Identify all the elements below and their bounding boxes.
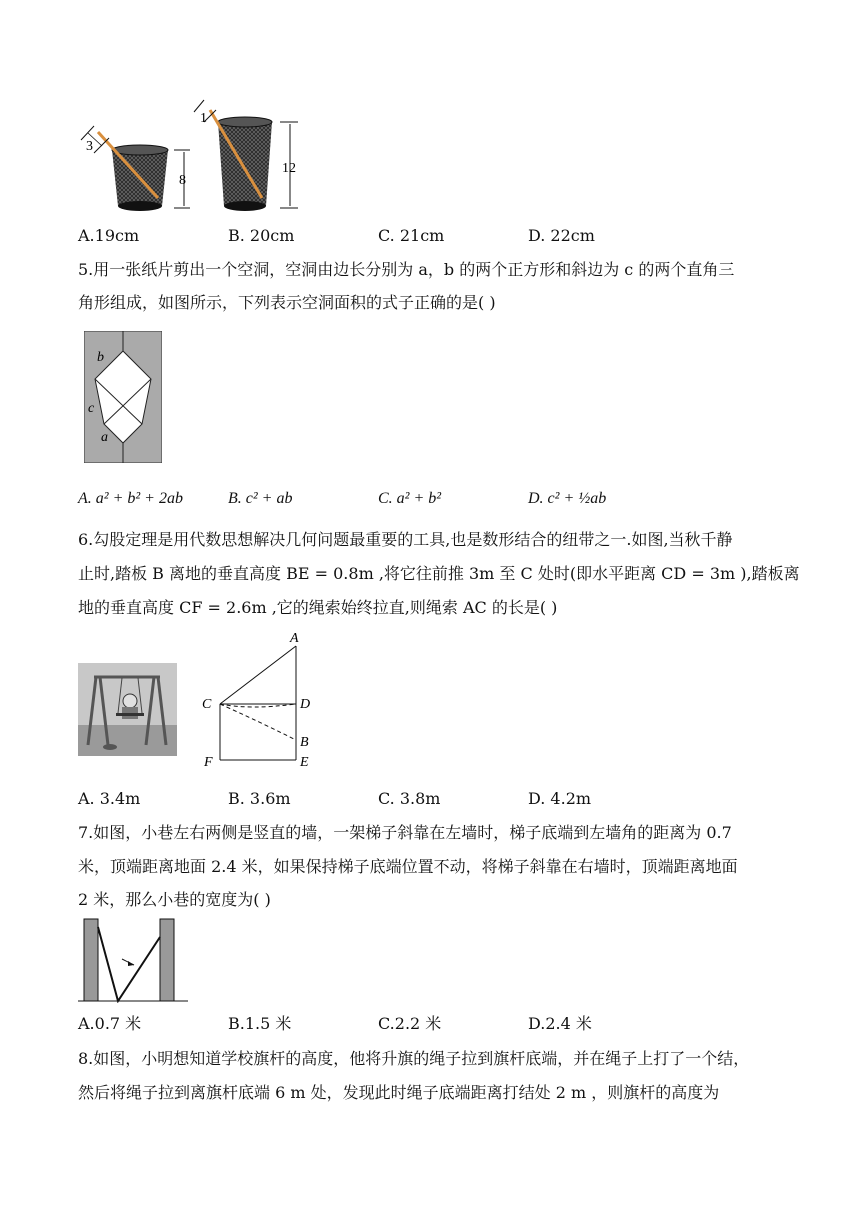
- q7-option-d[interactable]: D.2.4 米: [528, 1014, 592, 1033]
- q7-option-a[interactable]: A.0.7 米: [78, 1014, 142, 1033]
- q4-option-d[interactable]: D. 22cm: [528, 226, 595, 245]
- swing-photo: [78, 663, 177, 756]
- q6-text-line3: 地的垂直高度 CF = 2.6m ,它的绳索始终拉直,则绳索 AC 的长是( ): [78, 598, 558, 617]
- q4-left-height: 8: [179, 173, 186, 188]
- q5-option-a[interactable]: A. a² + b² + 2ab: [78, 490, 183, 507]
- q4-right-height: 12: [282, 161, 296, 176]
- q4-option-c[interactable]: C. 21cm: [378, 226, 445, 245]
- q5-option-b[interactable]: B. c² + ab: [228, 490, 293, 507]
- q5-label-b: b: [97, 350, 104, 365]
- q7-text-line2: 米，顶端距离地面 2.4 米，如果保持梯子底端位置不动，将梯子斜靠在右墙时，顶端距离地面: [78, 857, 738, 876]
- q6-option-b[interactable]: B. 3.6m: [228, 789, 291, 808]
- q5-option-c[interactable]: C. a² + b²: [378, 490, 442, 507]
- q5-label-c: c: [88, 401, 95, 416]
- q6-label-b: B: [300, 735, 309, 750]
- q7-alley-figure: [78, 917, 190, 1003]
- q8-text-line1: 8.如图，小明想知道学校旗杆的高度，他将升旗的绳子拉到旗杆底端，并在绳子上打了一个结，: [78, 1049, 750, 1068]
- q7-text-line3: 2 米，那么小巷的宽度为( ): [78, 890, 271, 909]
- q7-option-c[interactable]: C.2.2 米: [378, 1014, 442, 1033]
- q4-left-label: 3: [86, 139, 93, 154]
- q5-figure-labels: [84, 331, 162, 463]
- q6-label-e: E: [300, 755, 309, 770]
- pen-holder-small: [81, 126, 190, 211]
- q5-option-d[interactable]: D. c² + ½ab: [528, 490, 607, 507]
- q6-text-line1: 6.勾股定理是用代数思想解决几何问题最重要的工具,也是数形结合的纽带之一.如图,当秋千静: [78, 530, 733, 549]
- q7-option-b[interactable]: B.1.5 米: [228, 1014, 292, 1033]
- q6-option-d[interactable]: D. 4.2m: [528, 789, 592, 808]
- q5-label-a: a: [101, 430, 108, 445]
- q6-diagram: [200, 628, 320, 770]
- q4-option-a[interactable]: A.19cm: [78, 226, 140, 245]
- q4-option-b[interactable]: B. 20cm: [228, 226, 295, 245]
- q6-label-f: F: [204, 755, 213, 770]
- q6-label-d: D: [300, 697, 311, 712]
- q4-figure: [76, 98, 308, 222]
- q6-option-a[interactable]: A. 3.4m: [78, 789, 141, 808]
- q6-option-c[interactable]: C. 3.8m: [378, 789, 441, 808]
- pen-holder-large: [194, 100, 298, 211]
- q5-text-line2: 角形组成，如图所示，下列表示空洞面积的式子正确的是( ): [78, 293, 496, 312]
- q6-label-a: A: [290, 631, 299, 646]
- q7-text-line1: 7.如图，小巷左右两侧是竖直的墙，一架梯子斜靠在左墙时，梯子底端到左墙角的距离为 0.7: [78, 823, 732, 842]
- q5-text-line1: 5.用一张纸片剪出一个空洞，空洞由边长分别为 a，b 的两个正方形和斜边为 c 的两个直角三: [78, 260, 735, 279]
- q6-label-c: C: [202, 697, 212, 712]
- q4-right-label: 1: [200, 111, 207, 126]
- q8-text-line2: 然后将绳子拉到离旗杆底端 6 m 处，发现此时绳子底端距离打结处 2 m ，则旗杆的高度为: [78, 1083, 720, 1102]
- q6-text-line2: 止时,踏板 B 离地的垂直高度 BE = 0.8m ,将它往前推 3m 至 C 处时(即水平距离 CD = 3m ),踏板离: [78, 564, 800, 583]
